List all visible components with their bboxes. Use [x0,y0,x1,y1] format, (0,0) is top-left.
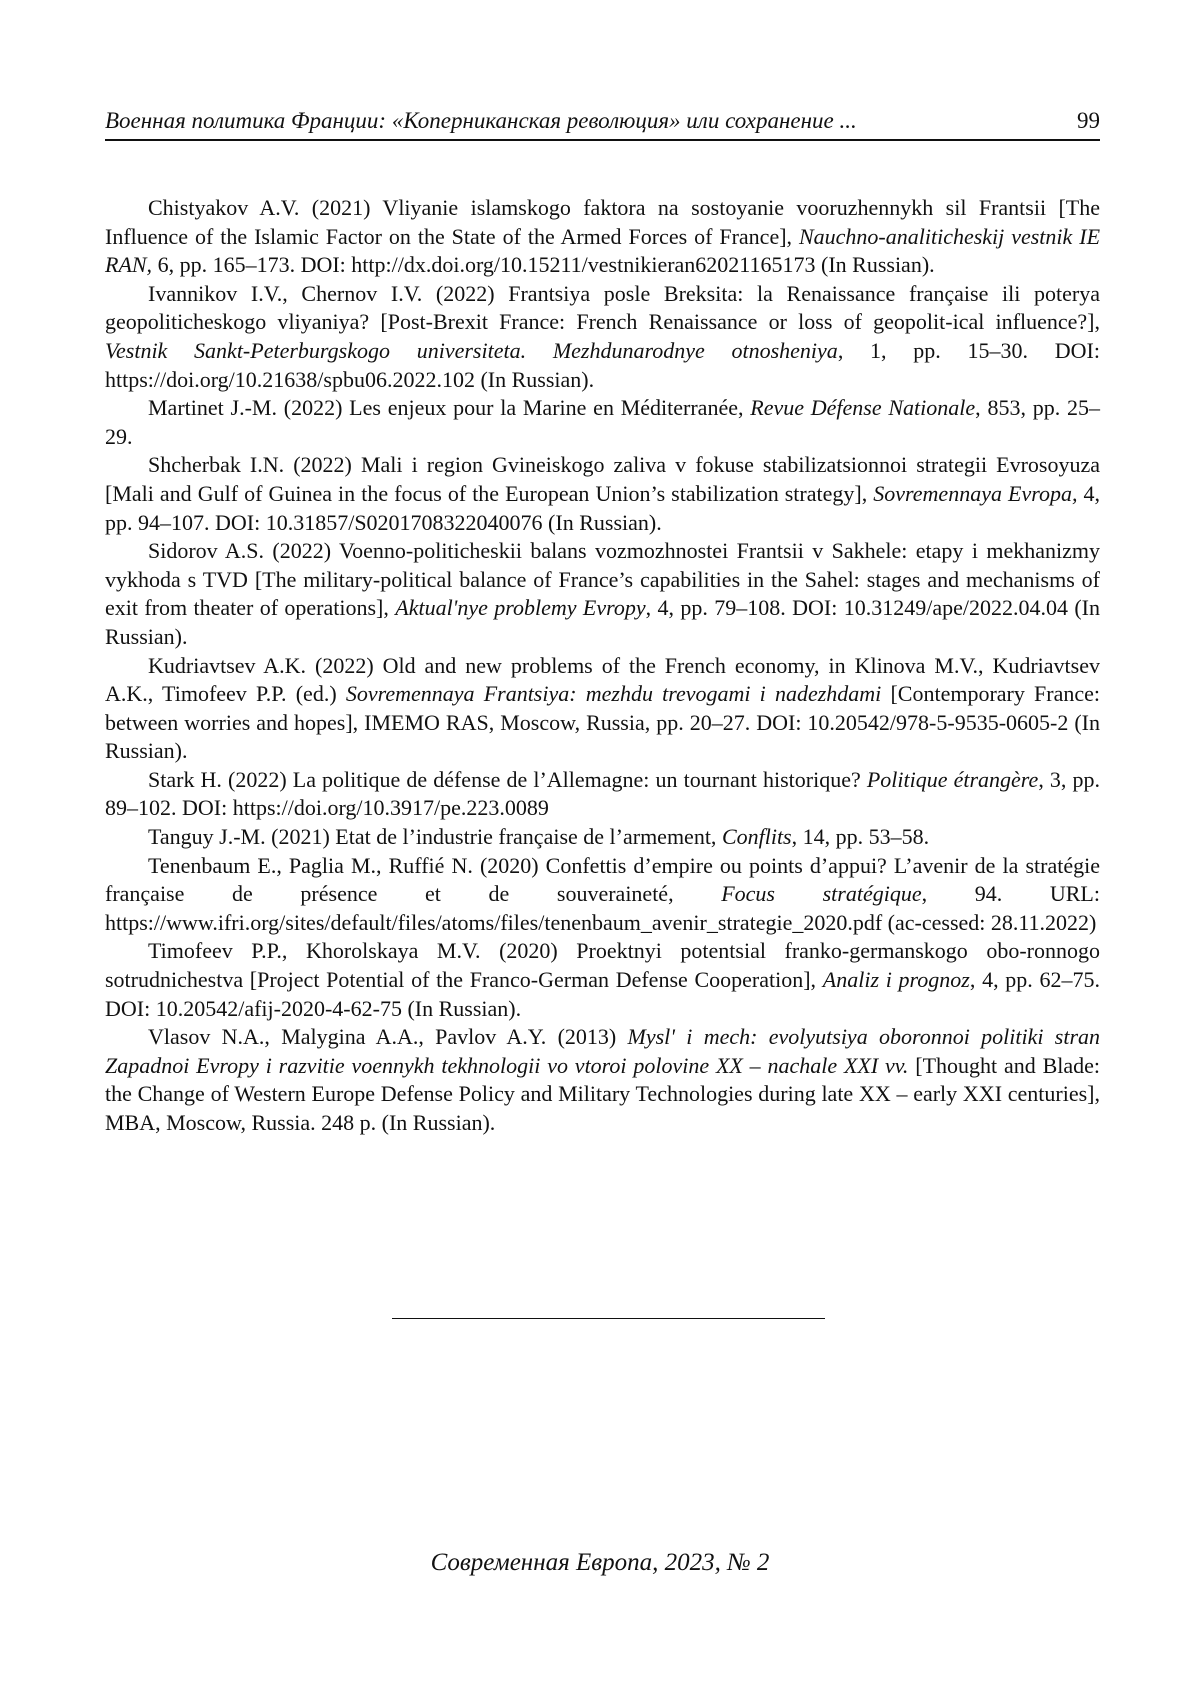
running-title: Военная политика Франции: «Коперниканская революция» или сохранение ... [105,108,857,133]
reference-entry: Stark H. (2022) La politique de défense de l’Allemagne: un tournant historique? Politique étrangère, 3, pp. 89–102. DOI: https://doi.org/10.3917/pe.223.0089 [105,766,1101,821]
reference-source: Sovremennaya Frantsiya: mezhdu trevogami i nadezhdami [345,681,882,707]
reference-source: Nauchno-analiticheskij vestnik IE RAN, [105,223,1101,278]
reference-source: Focus stratégique [721,881,922,907]
running-header [105,103,1100,141]
reference-source: Analiz i prognoz [822,967,970,993]
reference-entry: Tenenbaum E., Paglia M., Ruffié N. (2020) Confettis d’empire ou points d’appui? L’avenir de la stratégie française de présence et de souveraineté, Focus stratégique, 94. URL: https://www.ifri.org/sites/default/files/atoms/files/tenenbaum_avenir_strategie_2020.pdf (ac-cessed: 28.11.2022) [105,852,1100,935]
reference-source: Vestnik Sankt-Peterburgskogo universiteta. Mezhdunarodnye otnosheniya [105,337,838,363]
reference-source: Sovremennaya Evropa, [873,480,1078,506]
reference-source: Mysl' i mech: evolyutsiya oboronnoi politiki stran Zapadnoi Evropy i razvitie voennykh tekhnologii vo vtoroi polovine XX – nachale XXI vv. [105,1024,1100,1078]
reference-entry: Timofeev P.P., Khorolskaya M.V. (2020) Proektnyi potentsial franko-germanskogo obo-ronnogo sotrudnichestva [Project Potential of the Franco-German Defense Cooperation], Analiz i prognoz, 4, pp. 62–75. DOI: 10.20542/afij-2020-4-62-75 (In Russian). [105,938,1101,1021]
reference-entry: Shcherbak I.N. (2022) Mali i region Gvineiskogo zaliva v fokuse stabilizatsionnoi strategii Evrosoyuza [Mali and Gulf of Guinea in the focus of the European Union’s stabilization strategy], Sovremennaya Evropa, 4, pp. 94–107. DOI: 10.31857/S0201708322040076 (In Russian). [105,452,1100,535]
page-number: 99 [1077,108,1100,133]
reference-entry: Tanguy J.-M. (2021) Etat de l’industrie française de l’armement, Conflits, 14, pp. 53–58. [148,824,930,850]
reference-source: Aktual'nye problemy Evropy [395,595,646,621]
reference-entry: Chistyakov A.V. (2021) Vliyanie islamskogo faktora na sostoyanie vooruzhennykh sil Frantsii [The Influence of the Islamic Factor on the State of the Armed Forces of France], Nauchno-analiticheskij vestnik IE RAN, 6, pp. 165–173. DOI: http://dx.doi.org/10.15211/vestnikieran62021165173 (In Russian). [105,195,1101,278]
reference-entry: Ivannikov I.V., Chernov I.V. (2022) Frantsiya posle Breksita: la Renaissance française ili poterya geopoliticheskogo vliyaniya? [Post-Brexit France: French Renaissance or loss of geopolit-ical influence?], Vestnik Sankt-Peterburgskogo universiteta. Mezhdunarodnye otnosheniya, 1, pp. 15–30. DOI: https://doi.org/10.21638/spbu06.2022.102 (In Russian). [105,280,1100,392]
reference-entry: Kudriavtsev A.K. (2022) Old and new problems of the French economy, in Klinova M.V., Kudriavtsev A.K., Timofeev P.P. (ed.) Sovremennaya Frantsiya: mezhdu trevogami i nadezhdami [Contemporary France: between worries and hopes], IMEMO RAS, Moscow, Russia, pp. 20–27. DOI: 10.20542/978-5-9535-0605-2 (In Russian). [105,652,1101,764]
reference-list [105,194,1100,1138]
reference-entry: Vlasov N.A., Malygina A.A., Pavlov A.Y. (2013) Mysl' i mech: evolyutsiya oboronnoi politiki stran Zapadnoi Evropy i razvitie voennykh tekhnologii vo vtoroi polovine XX – nachale XXI vv. [Thought and Blade: the Change of Western Europe Defense Policy and Military Technologies during late XX – early XXI centuries], MBA, Moscow, Russia. 248 p. (In Russian). [105,1024,1100,1135]
end-of-article-rule [392,1318,825,1319]
reference-entry: Martinet J.-M. (2022) Les enjeux pour la Marine en Méditerranée, Revue Défense Nationale, 853, pp. 25–29. [105,395,1100,449]
reference-entry: Sidorov A.S. (2022) Voenno-politicheskii balans vozmozhnostei Frantsii v Sakhele: etapy i mekhanizmy vykhoda s TVD [The military-political balance of France’s capabilities in the Sahel: stages and mechanisms of exit from theater of operations], Aktual'nye problemy Evropy, 4, pp. 79–108. DOI: 10.31249/ape/2022.04.04 (In Russian). [105,538,1100,649]
reference-source: Revue Défense Nationale [750,395,976,421]
journal-footer: Современная Европа, 2023, № 2 [430,1549,770,1576]
reference-source: Politique étrangère [866,766,1039,792]
reference-source: Conflits [721,824,792,850]
